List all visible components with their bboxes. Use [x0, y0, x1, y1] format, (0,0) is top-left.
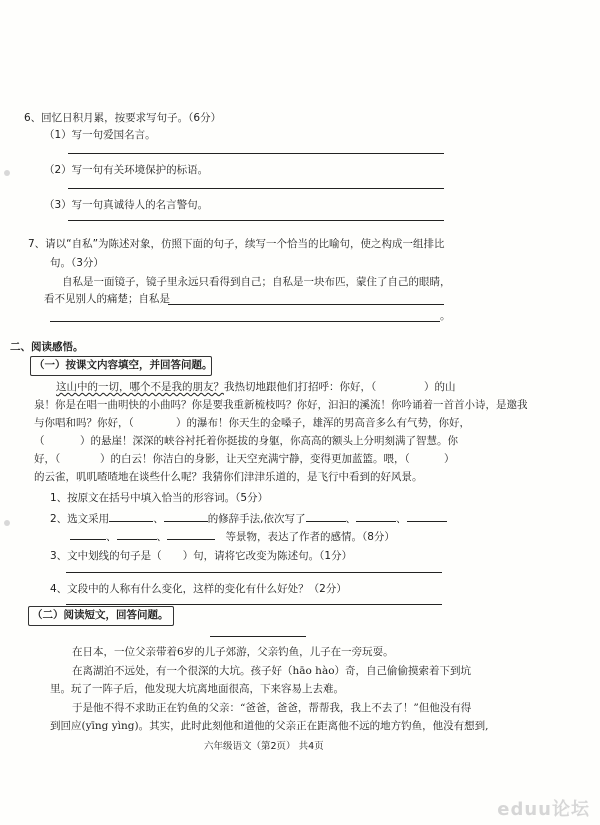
- blank[interactable]: [167, 529, 215, 540]
- section-title: 二、阅读感悟。: [10, 341, 84, 353]
- q7-end-mark: 。: [440, 310, 451, 322]
- q7-example-1: 自私是一面镜子，镜子里永远只看得到自己；自私是一块布匹，蒙住了自己的眼睛，: [62, 276, 451, 288]
- part1-q2-line1: 2、选文采用 、 的修辞手法,依次写了 、 、: [50, 511, 447, 526]
- page-footer: 六年级语文（第2页） 共4页: [204, 741, 324, 752]
- story-para-4: 于是他不得不求助正在钓鱼的父亲：“爸爸，爸爸，帮帮我，我上不去了！”但他没有得: [72, 702, 472, 714]
- answer-line: [168, 304, 444, 305]
- passage-line-2: 泉！你是在唱一曲明快的小曲吗？你是要我重新梳枝吗？你好，汩汩的溪流！你吟诵着一首首小诗，是邀我: [34, 399, 528, 411]
- answer-line: [50, 321, 440, 322]
- passage-line-5b: ）的白云！你洁白的身影，让天空充满宁静，变得更加蓝篮。喂，（: [100, 453, 410, 465]
- passage-line-1-end: ）的山: [424, 381, 456, 393]
- answer-line: [68, 220, 444, 221]
- underlined-sentence: 这山中的一切，哪个不是我的朋友？: [56, 381, 224, 393]
- answer-line: [68, 153, 444, 154]
- story-para-1: 在日本，一位父亲带着6岁的儿子郊游，父亲钓鱼，儿子在一旁玩耍。: [72, 646, 394, 658]
- part1-q2-line2: 、 、 等景物，表达了作者的感情。（8分）: [70, 529, 395, 544]
- blank[interactable]: [70, 529, 106, 540]
- passage-line-3a: 与你唱和吗？你好，（: [34, 417, 134, 429]
- q6-title: 6、回忆日积月累，按要求写句子。（6分）: [24, 112, 222, 124]
- blank[interactable]: [306, 511, 346, 522]
- passage-line-4b: ）的悬崖！深深的峡谷衬托着你挺拔的身躯，你高高的额头上分明刻满了智慧。你: [80, 435, 458, 447]
- answer-line: [66, 572, 442, 573]
- part1-q1: 1、按原文在括号中填入恰当的形容词。（5分）: [50, 492, 269, 504]
- blank[interactable]: [356, 511, 396, 522]
- q7-line-1: 7、请以“自私”为陈述对象，仿照下面的句子，续写一个恰当的比喻句，使之构成一组排比: [28, 238, 445, 250]
- blank[interactable]: [117, 529, 157, 540]
- q7-example-2: 看不见别人的痛楚；自私是: [44, 293, 170, 305]
- part1-title: （一）按课文内容填空，并回答问题。: [34, 359, 213, 371]
- punch-hole: [4, 170, 10, 176]
- passage-line-5a: 好，（: [34, 453, 61, 465]
- passage-line-1: 这山中的一切，哪个不是我的朋友？我热切地跟他们打招呼：你好，（: [56, 381, 377, 393]
- part1-q4: 4、文段中的人称有什么变化，这样的变化有什么好处？（2分）: [50, 583, 347, 595]
- answer-line: [66, 604, 442, 605]
- part1-q3: 3、文中划线的句子是（ ）句，请将它改变为陈述句。（1分）: [50, 550, 353, 562]
- passage-line-3b: ）的瀑布！你天生的金嗓子，雄浑的男高音多么有气势，你好，: [176, 417, 470, 429]
- story-para-2: 在离湖泊不远处，有一个很深的大坑。孩子好（hāo hào）奇，自己偷偷摸索着下到坑: [72, 665, 472, 677]
- passage-line-5c: ）: [444, 453, 455, 465]
- q6-item-2: （2）写一句有关环境保护的标语。: [44, 164, 209, 176]
- passage-line-4a: （: [34, 435, 45, 447]
- blank[interactable]: [109, 511, 153, 522]
- part2-title: （二）阅读短文，回答问题。: [32, 609, 169, 621]
- blank[interactable]: [164, 511, 208, 522]
- q6-item-3: （3）写一句真诚待人的名言警句。: [44, 199, 209, 211]
- q6-item-1: （1）写一句爱国名言。: [44, 129, 156, 141]
- blank[interactable]: [407, 511, 447, 522]
- story-para-5: 到回应(yīng yìng)。其实，此时此刻他和道他的父亲正在距离他不远的地方钓鱼，他没有想到,: [50, 720, 489, 732]
- title-blank-line: [210, 636, 306, 637]
- story-para-3: 里。玩了一阵子后，他发现大坑离地面很高，下来容易上去难。: [50, 683, 344, 695]
- q7-line-2: 句。（3分）: [50, 257, 104, 269]
- watermark: eduu论坛: [497, 799, 590, 820]
- passage-line-6: 的云雀，叽叽喳喳地在谈些什么呢？我猜你们津津乐道的，是飞行中看到的好风景。: [34, 471, 423, 483]
- answer-line: [68, 188, 444, 189]
- punch-hole: [4, 520, 10, 526]
